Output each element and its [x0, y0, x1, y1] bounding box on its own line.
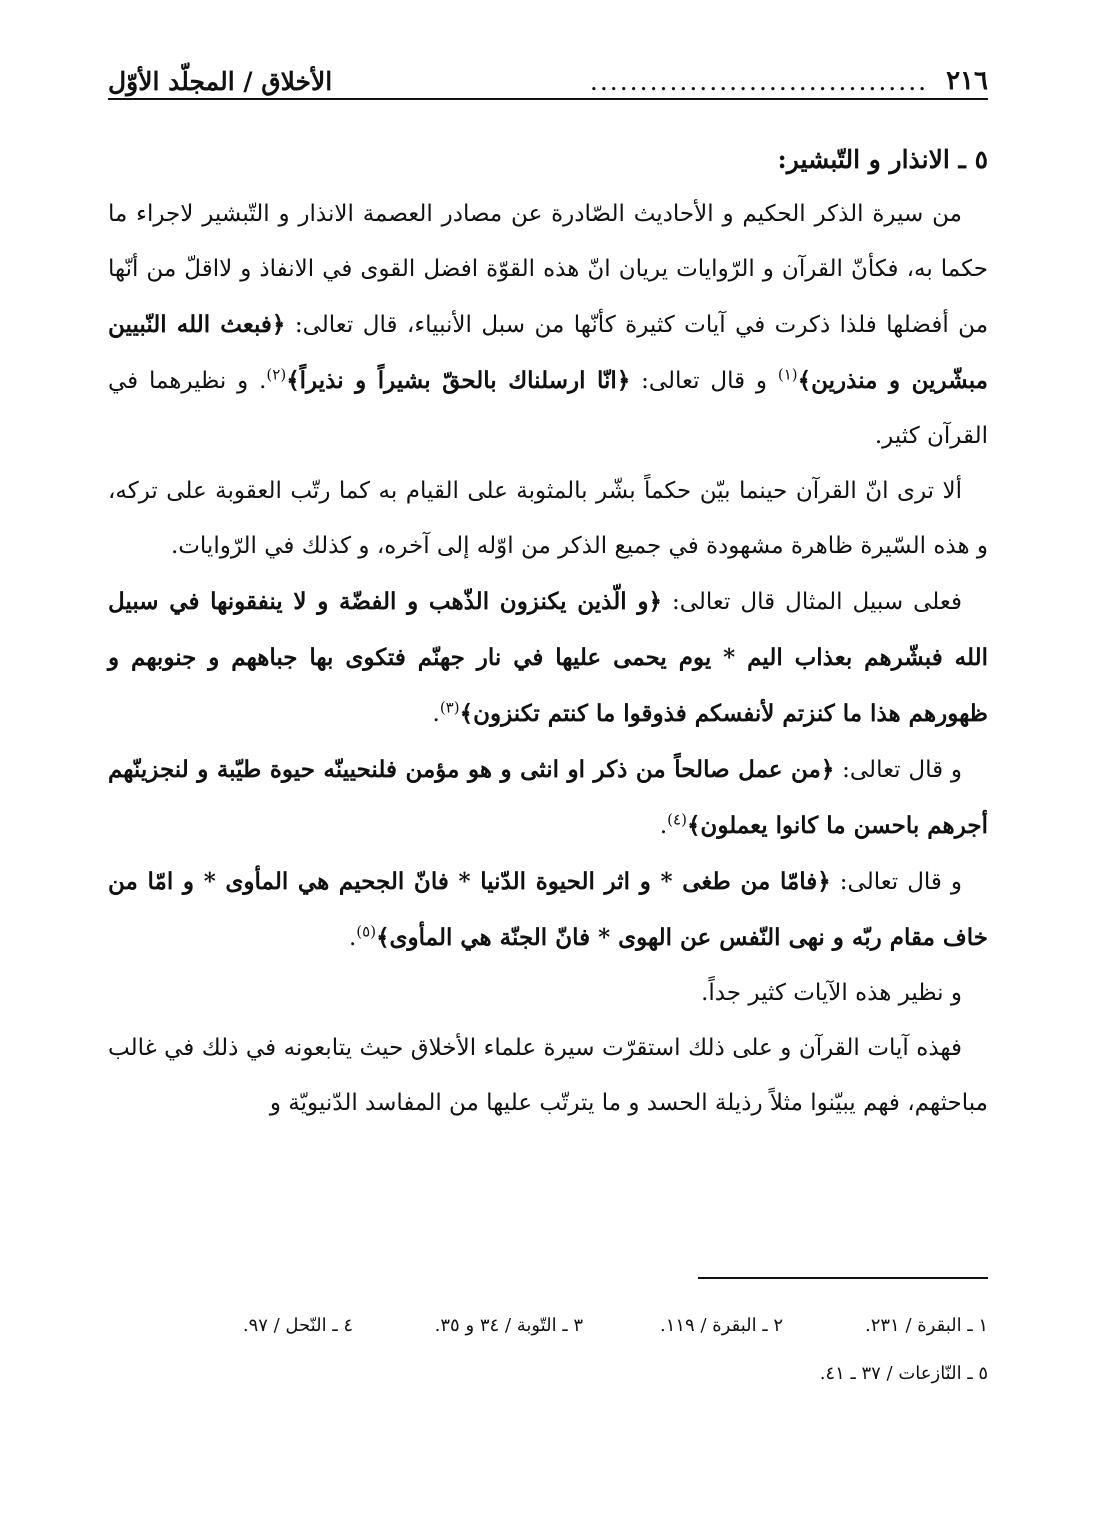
paragraph-5-tail: . — [348, 925, 357, 951]
page-header — [108, 48, 988, 96]
header-rule — [108, 98, 988, 100]
footnote-row — [108, 1302, 988, 1350]
quran-quote: ﴿و الّذين يكنزون الذّهب و الفضّة و لا ينفقونها في سبيل الله فبشّرهم بعذاب اليم * يوم يحمى عليها في نار جهنّم فتكوى بها جباههم و جنوبهم و ظهورهم هذا ما كنزتم لأنفسكم فذوقوا ما كنتم تكنزون﴾ — [108, 588, 988, 727]
page-number: ٢١٦ — [946, 66, 988, 96]
paragraph-1-tail: . و نظيرهما في القرآن كثير. — [108, 368, 988, 449]
footnote-ref-4: (٤) — [667, 810, 687, 829]
body-text — [108, 132, 988, 1131]
running-title: الأخلاق / المجلّد الأوّل — [108, 67, 333, 96]
paragraph-1-mid: و قال تعالى: — [630, 368, 778, 394]
footnote-ref-2: (٢) — [266, 365, 287, 384]
quran-quote: ﴿انّا ارسلناك بالحقّ بشيراً و نذيراً﴾ — [286, 367, 631, 394]
paragraph-2: ألا ترى انّ القرآن حينما بيّن حكماً بشّر بالمثوبة على القيام به كما رتّب العقوبة على تركه، و هذه السّيرة ظاهرة مشهودة في جميع الذكر من اوّله إلى آخره، و كذلك في الرّوايات. — [108, 478, 988, 559]
paragraph-4-tail: . — [659, 813, 668, 839]
footnote-rule — [698, 1277, 988, 1279]
paragraph-6: و نظير هذه الآيات كثير جداً. — [701, 980, 962, 1006]
paragraph-3 — [108, 574, 988, 742]
book-page — [108, 0, 988, 1538]
paragraph-3-tail: . — [432, 701, 440, 727]
footnote-5: ٥ ـ النّازعات / ٣٧ ـ ٤١. — [819, 1363, 988, 1384]
paragraph-3-intro: فعلى سبيل المثال قال تعالى: — [661, 589, 962, 615]
footnotes — [108, 1302, 988, 1398]
paragraph-1-text: من سيرة الذكر الحكيم و الأحاديث الصّادرة عن مصادر العصمة الانذار و التّبشير لاجراء ما حكما به، فكأنّ القرآن و الرّوايات يريان انّ هذه القوّة افضل القوى في الانفاذ و لااقلّ من أنّها من أفضلها فلذا ذكرت في آيات كثيرة كأنّها من سبل الأنبياء، قال تعالى: — [108, 201, 989, 338]
footnote-ref-1: (١) — [777, 365, 798, 384]
section-heading: ٥ ـ الانذار و التّبشير: — [777, 145, 988, 174]
footnote-ref-3: (٣) — [439, 698, 460, 717]
footnote-3: ٣ ـ التّوبة / ٣٤ و ٣٥. — [434, 1315, 583, 1336]
paragraph-5 — [108, 854, 988, 966]
paragraph-4 — [108, 742, 988, 854]
footnote-ref-5: (٥) — [356, 922, 377, 941]
footnote-row — [108, 1350, 988, 1398]
quran-quote: ﴿فبعث الله النّبيين مبشّرين و منذرين﴾ — [108, 311, 988, 394]
footnote-1: ١ ـ البقرة / ٢٣١. — [864, 1315, 988, 1336]
quran-quote: ﴿فامّا من طغى * و اثر الحيوة الدّنيا * فانّ الجحيم هي المأوى * و امّا من خاف مقام ربّه و نهى النّفس عن الهوى * فانّ الجنّة هي المأوى﴾ — [108, 868, 988, 951]
paragraph-5-intro: و قال تعالى: — [830, 869, 962, 895]
paragraph-4-intro: و قال تعالى: — [834, 757, 962, 783]
footnote-2: ٢ ـ البقرة / ١١٩. — [659, 1315, 783, 1336]
quran-quote: ﴿من عمل صالحاً من ذكر او انثى و هو مؤمن فلنحيينّه حيوة طيّبة و لنجزينّهم أجرهم باحسن ما كانوا يعملون﴾ — [108, 756, 988, 839]
paragraph-7: فهذه آيات القرآن و على ذلك استقرّت سيرة علماء الأخلاق حيث يتابعونه في ذلك في غالب مباحثهم، فهم يبيّنوا مثلاً رذيلة الحسد و ما يترتّب عليها من المفاسد الدّنيويّة و — [108, 1035, 988, 1116]
footnote-4: ٤ ـ النّحل / ٩٧. — [242, 1315, 353, 1336]
header-leader-dots: .................................. — [589, 67, 929, 96]
paragraph-1 — [108, 187, 988, 464]
